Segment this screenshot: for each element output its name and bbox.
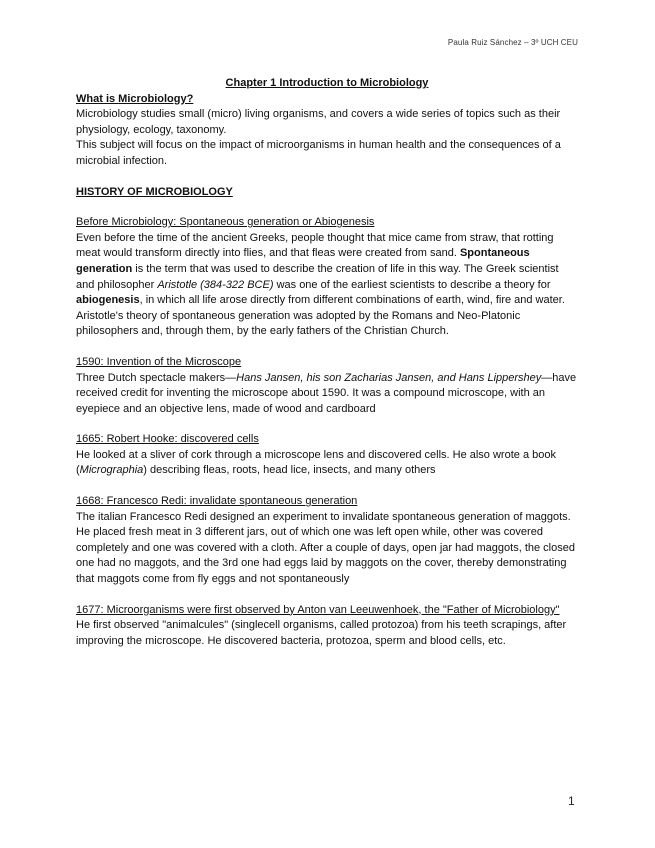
text-run: He looked at a sliver of cork through a microscope lens and discovered cells. He also wrote a book (: [76, 448, 556, 477]
bold-term-spontaneous-generation: Spontaneous generation: [76, 247, 530, 275]
page-number: 1: [568, 794, 575, 808]
before-section: [76, 215, 578, 340]
microscope-paragraph: [76, 371, 578, 418]
hooke-paragraph: [76, 448, 578, 479]
hooke-section: [76, 432, 578, 479]
text-run: —have received credit for inventing the microscope about 1590. It was a compound microscope, with an eyepiece and an objective lens, made of wood and cardboard: [76, 371, 577, 415]
bold-term-abiogenesis: abiogenesis: [76, 294, 140, 307]
text-run: was one of the earliest scientists to describe a theory for: [273, 278, 551, 291]
redi-section: [76, 494, 578, 588]
intro-section: [76, 92, 578, 170]
text-run: ) describing fleas, roots, head lice, insects, and many others: [143, 464, 436, 477]
leeuwenhoek-heading: 1677: Microorganisms were first observed by Anton van Leeuwenhoek, the "Father of Microbiology": [76, 603, 560, 616]
microscope-section: [76, 355, 578, 417]
intro-heading: What is Microbiology?: [76, 92, 194, 105]
intro-paragraph-2: This subject will focus on the impact of microorganisms in human health and the consequences of a microbial infection.: [76, 139, 561, 167]
leeuwenhoek-paragraph: He first observed "animalcules" (singlecell organisms, called protozoa) from his teeth scrapings, after improving the microscope. He discovered bacteria, protozoa, sperm and blood cells, etc.: [76, 619, 567, 647]
leeuwenhoek-section: [76, 603, 578, 650]
before-paragraph: [76, 231, 578, 340]
italic-inventors: Hans Jansen, his son Zacharias Jansen, and Hans Lippershey: [236, 371, 542, 384]
text-run: Three Dutch spectacle makers—: [76, 371, 237, 384]
text-run: , in which all life arose directly from different combinations of earth, wind, fire and water. Aristotle's theory of spontaneous generation was adopted by the Romans and Neo-Platonic philosophers and, through them, by the early fathers of the Christian Church.: [76, 294, 565, 338]
microscope-heading: 1590: Invention of the Microscope: [76, 355, 242, 368]
history-heading: HISTORY OF MICROBIOLOGY: [76, 185, 233, 198]
running-header: Paula Ruiz Sánchez – 3º UCH CEU: [447, 38, 578, 47]
redi-heading: 1668: Francesco Redi: invalidate spontaneous generation: [76, 495, 358, 508]
redi-paragraph: The italian Francesco Redi designed an experiment to invalidate spontaneous generation of maggots. He placed fresh meat in 3 different jars, out of which one was left open while, other was covered completely and one was covered with a cloth. After a couple of days, open jar had maggots, the closed one had no maggots, and the 3rd one had eggs laid by maggots on the cover, thereby demonstrating that maggots come from fly eggs and not spontaneously: [76, 510, 575, 586]
chapter-title: Chapter 1 Introduction to Microbiology: [225, 77, 429, 89]
text-run: is the term that was used to describe the creation of life in this way. The Greek scientist and philosopher: [76, 262, 559, 291]
italic-aristotle: Aristotle (384-322 BCE): [157, 278, 274, 291]
italic-micrographia: Micrographia: [79, 464, 144, 477]
text-run: Even before the time of the ancient Greeks, people thought that mice came from straw, that rotting meat would transform directly into flies, and that fleas were created from sand.: [76, 231, 554, 260]
intro-paragraph-1: Microbiology studies small (micro) living organisms, and covers a wide series of topics such as their physiology, ecology, taxonomy.: [76, 108, 561, 136]
before-heading: Before Microbiology: Spontaneous generation or Abiogenesis: [76, 216, 375, 229]
page-content: [76, 76, 578, 664]
hooke-heading: 1665: Robert Hooke: discovered cells: [76, 433, 259, 446]
